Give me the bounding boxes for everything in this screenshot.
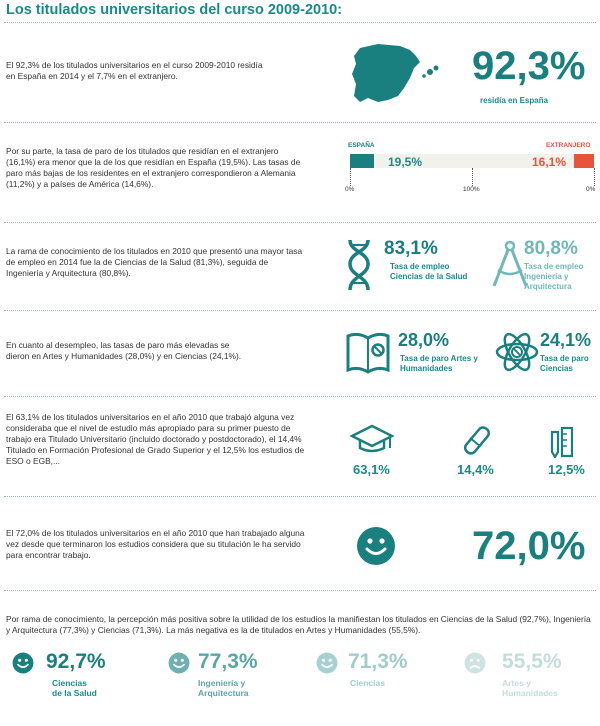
section-6-text: El 72,0% de los titulados universitarios en el año 2010 que han trabajado alguna vez desde que terminaron los estudios considera que su titulación le ha servido para encontrar trabajo. (6, 528, 305, 560)
arts-perception-label (502, 678, 558, 698)
tick-label-left: 0% (345, 186, 355, 193)
arts-perception-value: 55,5% (502, 650, 562, 673)
smiley-icon (168, 652, 190, 674)
test-tube-icon (460, 424, 496, 456)
tick-line (594, 168, 595, 186)
university-level-value: 63,1% (353, 462, 390, 477)
arts-unemployment-caption: Tasa de paro Artes y Humanidades (400, 354, 478, 373)
divider (4, 22, 596, 23)
smiley-icon (12, 652, 34, 674)
spain-unemployment-value: 19,5% (388, 155, 423, 169)
resident-spain-value: 92,3% (472, 44, 586, 88)
health-perception-value: 92,7% (46, 650, 106, 673)
sciences-unemployment-value: 24,1% (540, 330, 592, 350)
divider (4, 396, 596, 397)
pencil-ruler-icon (548, 426, 576, 458)
engineering-perception-label (198, 678, 249, 698)
page-title: Los titulados universitarios del curso 2009-2010: (6, 2, 343, 18)
spain-map-icon (348, 40, 448, 108)
sad-face-icon (464, 652, 486, 674)
arts-unemployment-value: 28,0% (398, 330, 450, 350)
section-4-text: En cuanto al desempleo, las tasas de paro más elevadas se dieron en Artes y Humanidades (28,0%) y en Ciencias (24,1%). (6, 340, 242, 361)
label-line: Ciencias (52, 678, 87, 688)
label-line: de la Salud (52, 688, 97, 698)
section-2-text: Por su parte, la tasa de paro de los titulados que residían en el extranjero (16,1%) era menor que la de los que residían en España (19,5%). Las tasas de paro más bajas de los residentes en el extranjero correspondieron a Alemania (11,2%) y a países de América (14,6%). (6, 146, 301, 189)
engineering-perception-value: 77,3% (198, 650, 258, 673)
job-usefulness-value: 72,0% (472, 524, 586, 568)
engineering-employment-caption: Tasa de empleo Ingeniería y Arquitectura (524, 262, 584, 291)
smiley-icon (316, 652, 338, 674)
smiley-icon (356, 526, 396, 566)
divider (4, 122, 596, 123)
label-line: Artes y (502, 678, 531, 688)
health-employment-value: 83,1% (384, 238, 438, 259)
section-3-text: La rama de conocimiento de los titulados en 2010 que presentó una mayor tasa de empleo en 2014 fue la de Ciencias de la Salud (81,3%), seguida de Ingeniería y Arquitectura (80,8%). (6, 246, 303, 278)
graduation-cap-icon (350, 424, 394, 454)
label-line: Ingeniería y (198, 678, 246, 688)
resident-spain-caption: residía en España (480, 96, 549, 105)
sciences-perception-value: 71,3% (348, 650, 408, 673)
engineering-employment-value: 80,8% (524, 238, 578, 259)
eso-level-value: 12,5% (548, 462, 585, 477)
label-line: Ciencias (350, 678, 385, 688)
vocational-level-value: 14,4% (457, 462, 494, 477)
sciences-unemployment-caption: Tasa de paro Ciencias (540, 354, 589, 373)
divider (4, 496, 596, 497)
section-5-text: El 63,1% de los titulados universitarios en el año 2010 que trabajó alguna vez consideraba que el nivel de estudio más apropiado para su primer puesto de trabajo era Titulado Universitario (incluido doctorado y postdoctorado), el 14,4% Titulado en Formación Profesional de Grado Superior y el 12,5% los estudios de ESO o EGB,... (6, 412, 305, 466)
spain-unemployment-bar (350, 154, 374, 168)
label-line: Humanidades (502, 688, 558, 698)
tick-label-mid: 100% (463, 186, 480, 193)
section-1-text: El 92,3% de los titulados universitarios en el curso 2009-2010 residía en España en 2014 y el 7,7% en el extranjero. (6, 60, 263, 81)
tick-line (350, 168, 351, 186)
health-employment-caption: Tasa de empleo Ciencias de la Salud (390, 262, 468, 281)
open-book-icon (344, 330, 392, 376)
divider (4, 590, 596, 591)
label-line: Arquitectura (198, 688, 249, 698)
spain-label: ESPAÑA (348, 142, 375, 149)
divider (4, 222, 596, 223)
tick-line (472, 168, 473, 186)
sciences-perception-label (350, 678, 385, 688)
abroad-unemployment-bar (574, 154, 594, 168)
dna-icon (344, 238, 374, 292)
section-7-text: Por rama de conocimiento, la percepción más positiva sobre la utilidad de los estudios la manifiestan los titulados en Ciencias de la Salud (92,7%), Ingeniería y Arquitectura (77,3%) y Ciencias (71,3%). La más negativa es la de titulados en Artes y Humanidades (55,5%). (6, 614, 591, 635)
atom-icon (494, 330, 540, 374)
health-perception-label (52, 678, 97, 698)
divider (4, 310, 596, 311)
abroad-unemployment-value: 16,1% (532, 155, 567, 169)
abroad-label: EXTRANJERO (546, 142, 591, 149)
tick-label-right: 0% (586, 186, 596, 193)
